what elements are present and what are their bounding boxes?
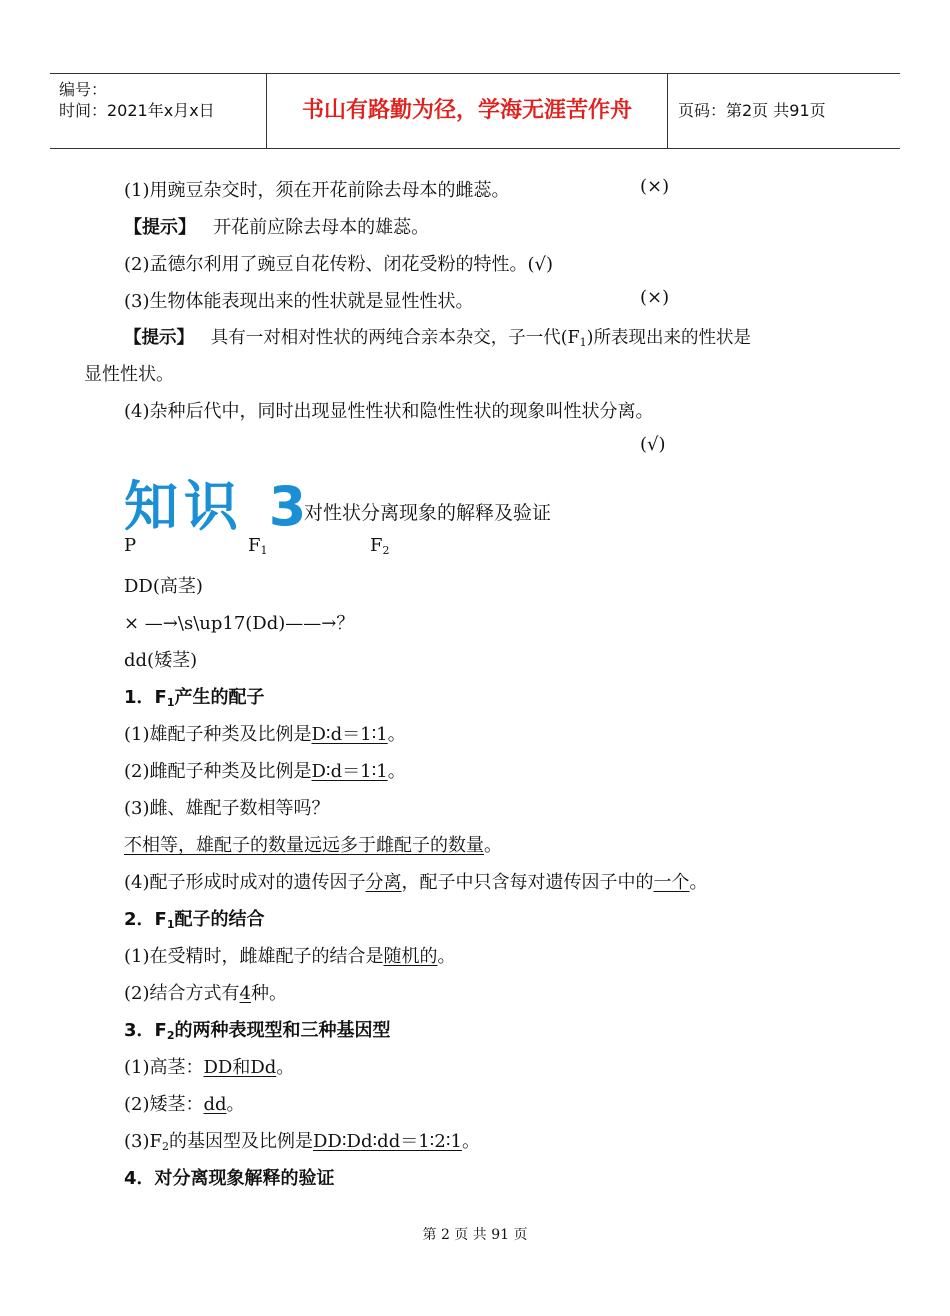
question-4: (4)杂种后代中，同时出现显性性状和隐性性状的现象叫性状分离。 xyxy=(124,401,654,422)
section-1-item-3: (3)雌、雄配子数相等吗？ xyxy=(124,798,330,819)
question-2: (2)孟德尔利用了豌豆自花传粉、闭花受粉的特性。(√) xyxy=(124,254,554,275)
section-1-item-4: (4)配子形成时成对的遗传因子分离，配子中只含每对遗传因子中的一个。 xyxy=(124,872,708,893)
section-4-heading: 4．对分离现象解释的验证 xyxy=(124,1168,335,1189)
tip-2: 【提示】 具有一对相对性状的两纯合亲本杂交，子一代$(F_1)$所表现出来的性状是 xyxy=(124,328,751,349)
section-3-heading: 3．$F_2$的两种表现型和三种基因型 xyxy=(124,1020,391,1042)
section-1-answer-3: 不相等，雄配子的数量远远多于雌配子的数量。 xyxy=(124,835,502,856)
tip-1: 【提示】 开花前应除去母本的雄蕊。 xyxy=(124,217,430,238)
section-2-item-1: (1)在受精时，雌雄配子的结合是随机的。 xyxy=(124,946,456,967)
section-3-item-2: (2)矮茎：dd。 xyxy=(124,1094,245,1115)
tip-2-continued: 显性性状。 xyxy=(84,364,174,385)
page-footer: 第 2 页 共 91 页 xyxy=(422,1227,528,1243)
tip-label: 【提示】 xyxy=(124,328,194,348)
section-2-item-2: (2)结合方式有4种。 xyxy=(124,983,287,1004)
header-meta xyxy=(59,79,215,121)
cross-parent-2: dd(矮茎) xyxy=(124,650,198,671)
header-page-info: 页码：第2页 共91页 xyxy=(678,101,826,120)
page-header xyxy=(50,73,900,149)
cross-line: × —→\s\up17(Dd)——→？ xyxy=(124,613,355,634)
question-3-mark: (×) xyxy=(640,287,670,308)
cross-f2-label: $F_2$ xyxy=(370,535,390,557)
question-3: (3)生物体能表现出来的性状就是显性性状。 xyxy=(124,291,474,312)
section-3-item-1: (1)高茎：DD和Dd。 xyxy=(124,1057,295,1078)
question-1-mark: (×) xyxy=(640,176,670,197)
header-divider xyxy=(667,74,668,148)
section-title: 知识 3 xyxy=(124,475,313,538)
section-3-item-3: $(3)F_2$的基因型及比例是DD∶Dd∶dd＝1∶2∶1。 xyxy=(124,1131,480,1153)
header-motto: 书山有路勤为径，学海无涯苦作舟 xyxy=(301,98,632,123)
header-time: 时间：2021年x月x日 xyxy=(59,101,215,120)
section-1-item-1: (1)雄配子种类及比例是D∶d＝1∶1。 xyxy=(124,724,406,745)
cross-f1-label: $F_1$ xyxy=(248,535,268,557)
cross-parent-1: DD(高茎) xyxy=(124,576,203,597)
section-subtitle: 对性状分离现象的解释及验证 xyxy=(304,502,552,524)
question-4-mark: (√) xyxy=(640,434,666,455)
question-1: (1)用豌豆杂交时，须在开花前除去母本的雌蕊。 xyxy=(124,180,510,201)
section-2-heading: 2．$F_1$配子的结合 xyxy=(124,909,265,931)
section-1-heading: 1．$F_1$产生的配子 xyxy=(124,687,265,709)
tip-label: 【提示】 xyxy=(124,217,196,238)
header-number: 编号： xyxy=(59,80,108,99)
section-1-item-2: (2)雌配子种类及比例是D∶d＝1∶1。 xyxy=(124,761,406,782)
cross-p-label: P xyxy=(124,535,137,556)
